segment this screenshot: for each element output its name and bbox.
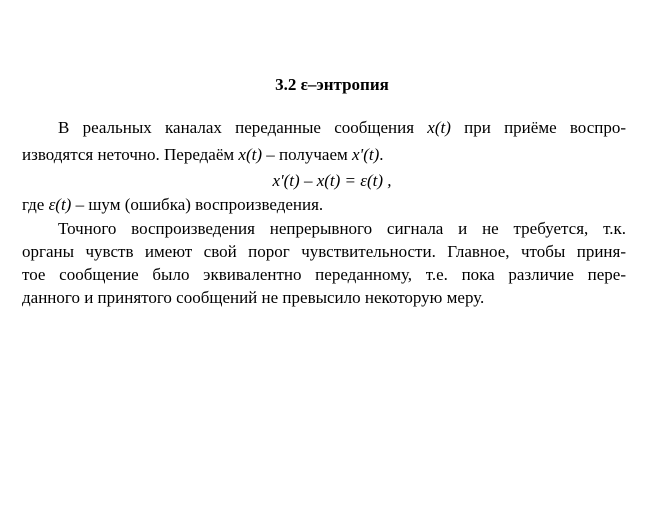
math-x-of-t: x(t): [238, 145, 262, 164]
paragraph-1-line-3: [22, 194, 626, 216]
paragraph-1-line-2: [22, 144, 626, 166]
paragraph-2-line-2: органы чувств имеют свой порог чувствительности. Главное, чтобы приня-: [22, 242, 626, 261]
paragraph-1-line-1: [58, 117, 626, 139]
formula-expression: x'(t) – x(t) = ε(t) ,: [272, 171, 392, 190]
punctuation: .: [379, 145, 384, 164]
paragraph-text: – получаем: [266, 145, 348, 164]
paragraph-text: изводятся неточно. Передаём: [22, 145, 235, 164]
math-x-prime-of-t: x'(t): [352, 145, 380, 164]
math-epsilon-of-t: ε(t): [48, 195, 72, 214]
paragraph-text: при приёме воспро-: [464, 118, 627, 137]
paragraph-2-line-3: тое сообщение было эквивалентно переданному, т.е. пока различие пере-: [22, 265, 626, 284]
formula-line: [0, 170, 664, 192]
paragraph-text: В реальных каналах переданные сообщения: [58, 118, 415, 137]
paragraph-2-line-4: данного и принятого сообщений не превысило некоторую меру.: [22, 288, 485, 307]
paragraph-text: где: [22, 195, 45, 214]
paragraph-2-line-1: Точного воспроизведения непрерывного сигнала и не требуется, т.к.: [58, 219, 626, 238]
section-heading: 3.2 ε–энтропия: [275, 75, 389, 94]
paragraph-text: – шум (ошибка) воспроизведения.: [75, 195, 324, 214]
math-x-of-t: x(t): [427, 118, 451, 137]
